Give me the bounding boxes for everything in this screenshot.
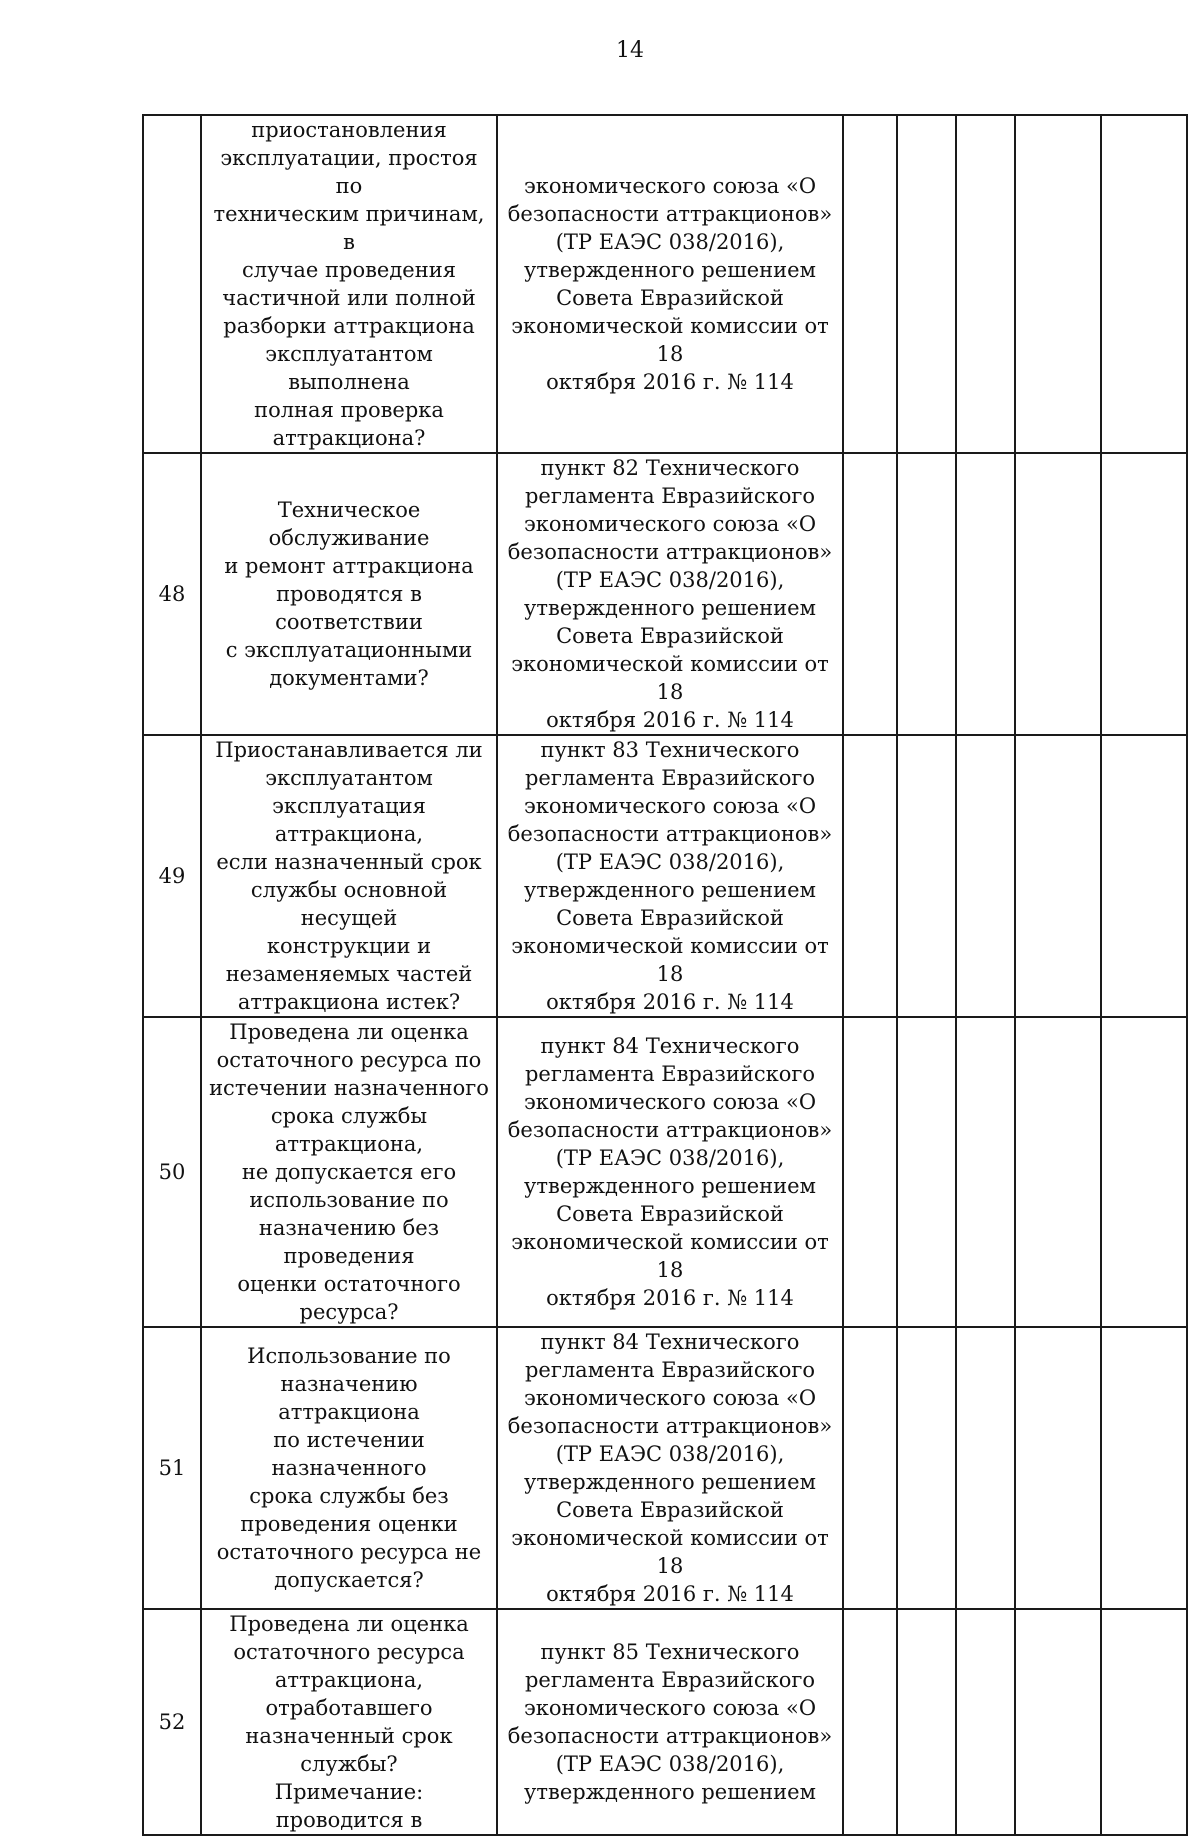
extra-cell <box>1101 115 1187 453</box>
question-text: приостановления эксплуатации, простоя по техническим причинам, в случае проведения частичной или полной разборки аттракциона эксплуатантом выполнена полная проверка аттракциона? <box>201 115 497 453</box>
answer-cell-not-applicable <box>956 115 1015 453</box>
row-number <box>143 115 201 453</box>
extra-cell <box>1101 1609 1187 1835</box>
row-number: 48 <box>143 453 201 735</box>
row-number: 49 <box>143 735 201 1017</box>
requirement-reference: пункт 84 Технического регламента Евразийского экономического союза «О безопасности аттракционов» (ТР ЕАЭС 038/2016), утвержденного решением Совета Евразийской экономической комиссии от 18 октября 2016 г. № 114 <box>497 1327 843 1609</box>
table-row <box>143 735 1187 1017</box>
answer-cell-no <box>897 1017 956 1327</box>
table-row <box>143 1017 1187 1327</box>
row-number: 51 <box>143 1327 201 1609</box>
question-text: Техническое обслуживание и ремонт аттракциона проводятся в соответствии с эксплуатационными документами? <box>201 453 497 735</box>
answer-cell-yes <box>843 115 897 453</box>
note-cell <box>1015 1609 1101 1835</box>
row-number: 52 <box>143 1609 201 1835</box>
requirement-reference: пункт 82 Технического регламента Евразийского экономического союза «О безопасности аттракционов» (ТР ЕАЭС 038/2016), утвержденного решением Совета Евразийской экономической комиссии от 18 октября 2016 г. № 114 <box>497 453 843 735</box>
requirement-reference: пункт 83 Технического регламента Евразийского экономического союза «О безопасности аттракционов» (ТР ЕАЭС 038/2016), утвержденного решением Совета Евразийской экономической комиссии от 18 октября 2016 г. № 114 <box>497 735 843 1017</box>
answer-cell-no <box>897 1609 956 1835</box>
question-text: Проведена ли оценка остаточного ресурса аттракциона, отработавшего назначенный срок службы? Примечание: проводится в <box>201 1609 497 1835</box>
note-cell <box>1015 453 1101 735</box>
question-text: Использование по назначению аттракциона по истечении назначенного срока службы без проведения оценки остаточного ресурса не допускается? <box>201 1327 497 1609</box>
row-number: 50 <box>143 1017 201 1327</box>
answer-cell-not-applicable <box>956 1017 1015 1327</box>
table-row <box>143 453 1187 735</box>
table-row <box>143 1327 1187 1609</box>
answer-cell-no <box>897 735 956 1017</box>
requirement-reference: пункт 84 Технического регламента Евразийского экономического союза «О безопасности аттракционов» (ТР ЕАЭС 038/2016), утвержденного решением Совета Евразийской экономической комиссии от 18 октября 2016 г. № 114 <box>497 1017 843 1327</box>
answer-cell-not-applicable <box>956 453 1015 735</box>
question-text: Приостанавливается ли эксплуатантом эксплуатация аттракциона, если назначенный срок службы основной несущей конструкции и незаменяемых частей аттракциона истек? <box>201 735 497 1017</box>
extra-cell <box>1101 453 1187 735</box>
extra-cell <box>1101 735 1187 1017</box>
checklist-table <box>142 114 1188 1836</box>
table-row <box>143 115 1187 453</box>
note-cell <box>1015 115 1101 453</box>
answer-cell-not-applicable <box>956 1609 1015 1835</box>
page-number: 14 <box>616 38 644 63</box>
answer-cell-not-applicable <box>956 735 1015 1017</box>
answer-cell-no <box>897 115 956 453</box>
answer-cell-yes <box>843 1327 897 1609</box>
question-text: Проведена ли оценка остаточного ресурса по истечении назначенного срока службы аттракциона, не допускается его использование по назначению без проведения оценки остаточного ресурса? <box>201 1017 497 1327</box>
note-cell <box>1015 1017 1101 1327</box>
answer-cell-yes <box>843 1017 897 1327</box>
note-cell <box>1015 735 1101 1017</box>
answer-cell-not-applicable <box>956 1327 1015 1609</box>
answer-cell-no <box>897 453 956 735</box>
requirement-reference: пункт 85 Технического регламента Евразийского экономического союза «О безопасности аттракционов» (ТР ЕАЭС 038/2016), утвержденного решением <box>497 1609 843 1835</box>
extra-cell <box>1101 1327 1187 1609</box>
requirement-reference: экономического союза «О безопасности аттракционов» (ТР ЕАЭС 038/2016), утвержденного решением Совета Евразийской экономической комиссии от 18 октября 2016 г. № 114 <box>497 115 843 453</box>
extra-cell <box>1101 1017 1187 1327</box>
answer-cell-yes <box>843 1609 897 1835</box>
table-row <box>143 1609 1187 1835</box>
answer-cell-yes <box>843 735 897 1017</box>
note-cell <box>1015 1327 1101 1609</box>
answer-cell-no <box>897 1327 956 1609</box>
answer-cell-yes <box>843 453 897 735</box>
